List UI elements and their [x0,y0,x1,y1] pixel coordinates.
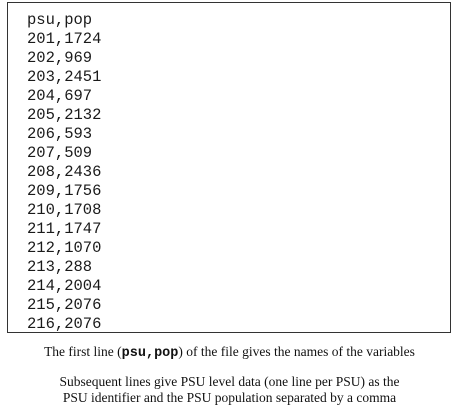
file-data-line: 203,2451 [27,68,102,86]
file-data-line: 208,2436 [27,163,102,181]
caption-first-line-code: psu,pop [121,346,179,361]
file-data-line: 207,509 [27,144,93,162]
file-header-line: psu,pop [27,11,93,29]
file-content-box [7,2,451,333]
caption-subsequent-line-1: Subsequent lines give PSU level data (one line per PSU) as the [59,374,400,389]
file-data-line: 212,1070 [27,239,102,257]
captions [0,343,459,406]
file-data-line: 215,2076 [27,296,102,314]
file-data-line: 216,2076 [27,315,102,333]
caption-first-line [0,343,459,362]
file-lines [27,11,101,334]
file-data-line: 204,697 [27,87,93,105]
caption-first-line-pre: The first line ( [44,344,122,359]
file-data-line: 211,1747 [27,220,102,238]
file-data-line: 214,2004 [27,277,102,295]
file-data-line: 205,2132 [27,106,102,124]
caption-subsequent-lines [0,374,459,406]
file-data-line: 202,969 [27,49,93,67]
file-data-line: 210,1708 [27,201,102,219]
file-data-line: 213,288 [27,258,93,276]
file-data-line: 201,1724 [27,30,102,48]
file-data-line: 209,1756 [27,182,102,200]
caption-first-line-post: ) of the file gives the names of the variables [178,344,415,359]
file-data-line: 206,593 [27,125,93,143]
caption-subsequent-line-2: PSU identifier and the PSU population separated by a comma [62,390,397,405]
